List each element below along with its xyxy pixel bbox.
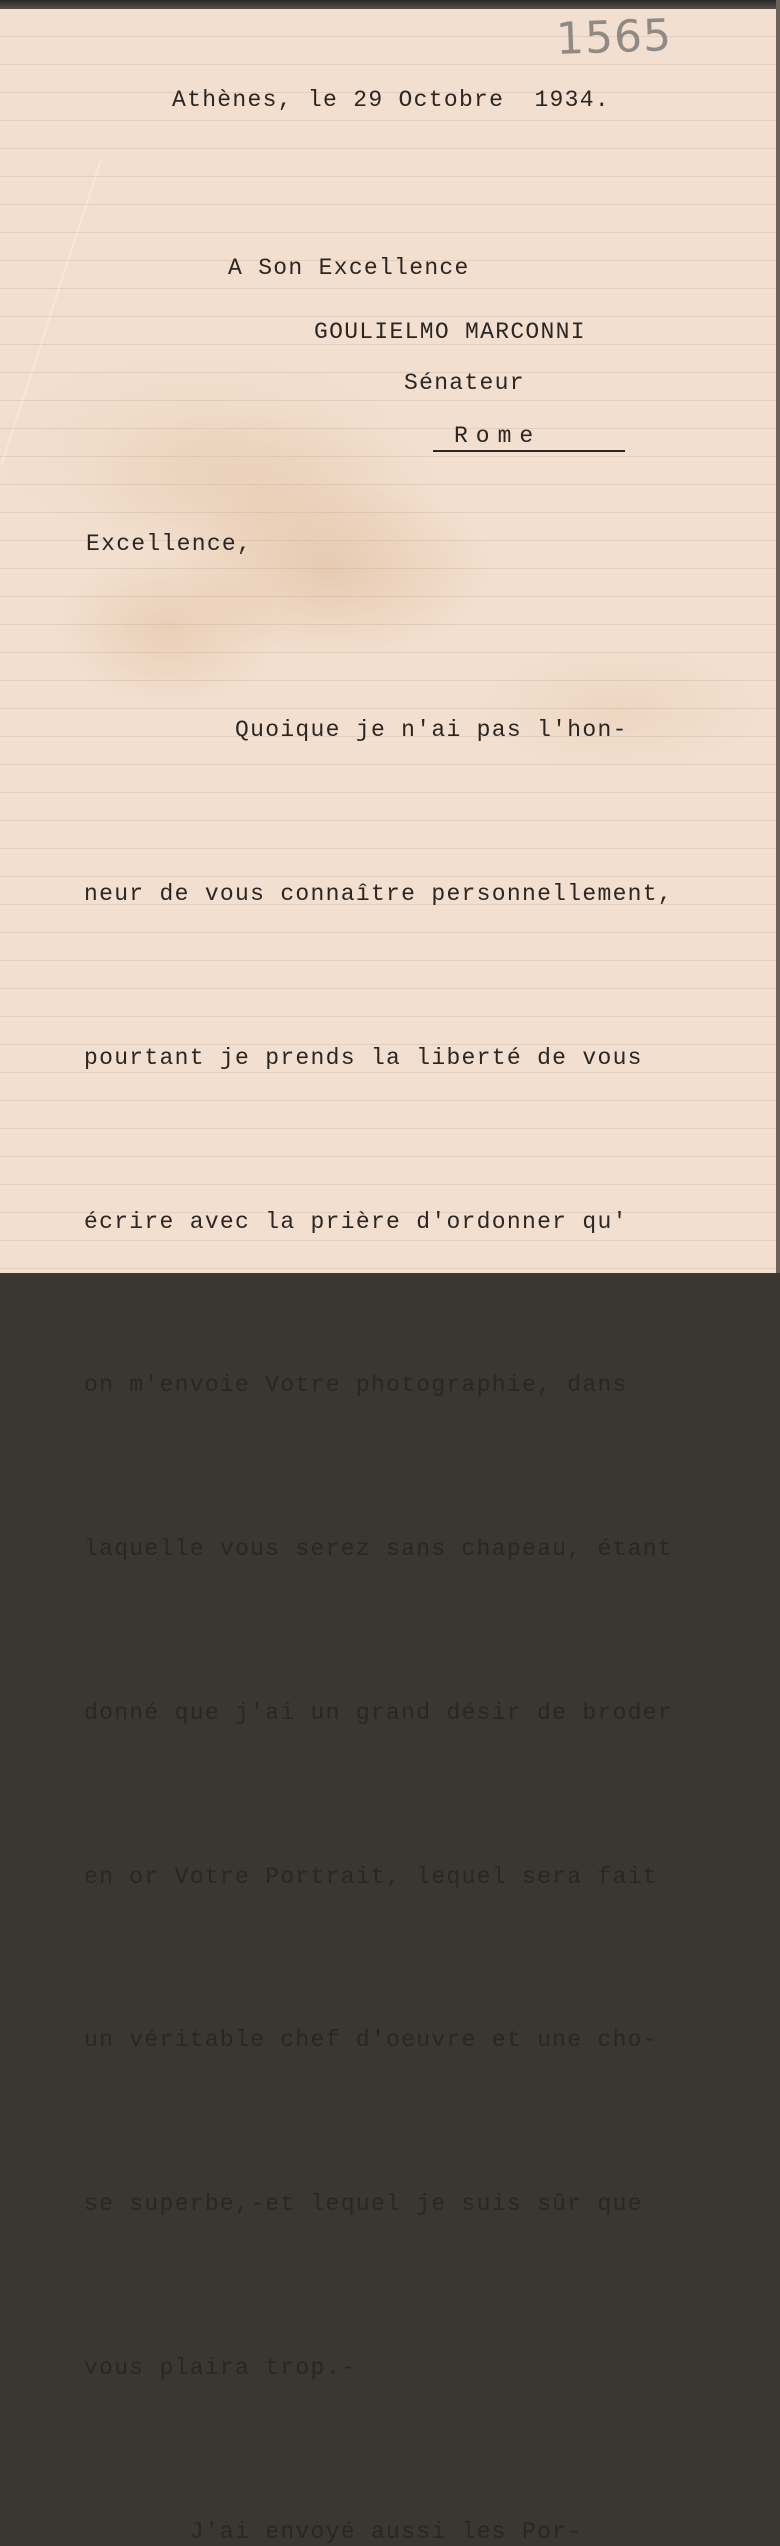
body-line: un véritable chef d'oeuvre et une cho- <box>84 2027 658 2054</box>
recipient-salutation-line: A Son Excellence <box>228 255 470 281</box>
body-line: Quoique je n'ai pas l'hon- <box>84 717 628 744</box>
recipient-name: GOULIELMO MARCONNI <box>314 319 586 345</box>
body-line: laquelle vous serez sans chapeau, étant <box>84 1536 673 1563</box>
scan-top-edge <box>0 0 780 9</box>
body-line: se superbe,-et lequel je suis sûr que <box>84 2191 643 2218</box>
date-line: Athènes, le 29 Octobre 1934. <box>172 87 610 113</box>
salutation: Excellence, <box>86 531 253 557</box>
body-line: J'ai envoyé aussi les Por- <box>84 2518 583 2545</box>
recipient-city: Rome <box>454 423 542 449</box>
body-line: en or Votre Portrait, lequel sera fait <box>84 1863 658 1890</box>
body-line: vous plaira trop.- <box>84 2355 356 2381</box>
letter-body <box>84 594 673 2546</box>
scan-right-edge <box>776 0 780 1273</box>
body-line: écrire avec la prière d'ordonner qu' <box>84 1208 628 1235</box>
body-line: pourtant je prends la liberté de vous <box>84 1044 643 1071</box>
paper-crease <box>1 159 102 464</box>
recipient-title: Sénateur <box>404 370 525 396</box>
body-line: neur de vous connaître personnellement, <box>84 880 673 907</box>
body-line: donné que j'ai un grand désir de broder <box>84 1699 673 1726</box>
body-line: on m'envoie Votre photographie, dans <box>84 1372 628 1399</box>
city-underline <box>433 450 625 452</box>
archive-number: 1565 <box>555 9 673 66</box>
